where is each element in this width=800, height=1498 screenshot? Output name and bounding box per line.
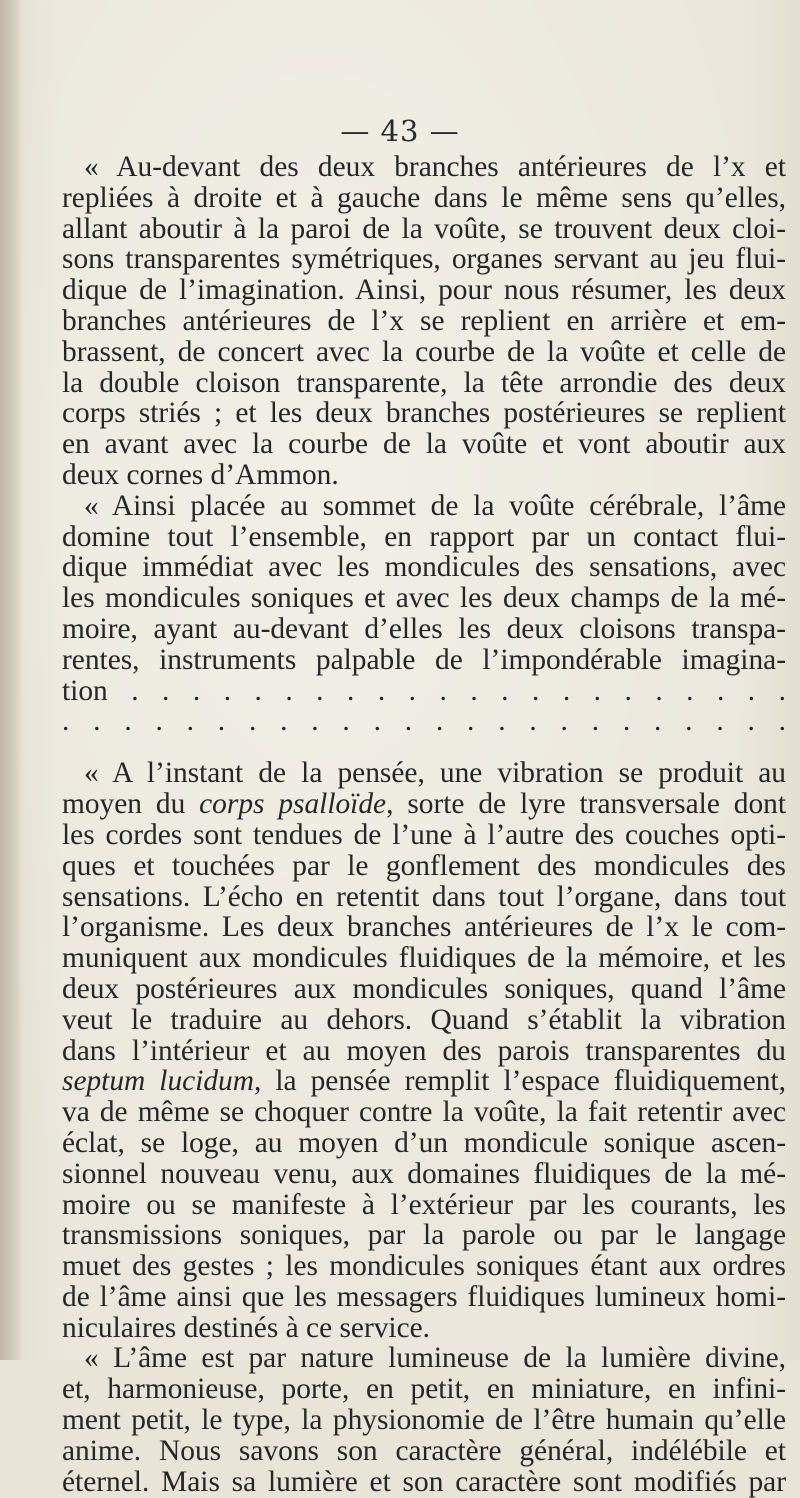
text-line: repliées à droite et à gauche dans le même sens qu’elles, bbox=[62, 181, 786, 214]
italic-term: , la pensée remplit l’espace fluidiquement, bbox=[253, 1065, 786, 1098]
text-line: deux cornes d’Ammon. bbox=[62, 458, 339, 491]
text-line: niculaires destinés à ce service. bbox=[62, 1311, 431, 1344]
text-line: « A l’instant de la pensée, une vibration se produit au bbox=[84, 757, 786, 790]
text-line: . . . . . . . . . . . . . . . . . . . . . . . . bbox=[62, 705, 786, 738]
text-segment: , sorte de lyre transversale dont bbox=[386, 788, 786, 821]
text-line: rentes, instruments palpable de l’impondérable imagina- bbox=[62, 643, 786, 676]
text-line: moire ou se manifeste à l’extérieur par les courants, les bbox=[62, 1188, 786, 1221]
text-line: ques et touchées par le gonflement des mondicules des bbox=[62, 849, 786, 882]
text-line: muniquent aux mondicules fluidiques de la mémoire, et les bbox=[62, 942, 786, 975]
body-text bbox=[62, 152, 786, 1497]
text-line: muet des gestes ; les mondicules soniques étant aux ordres bbox=[62, 1250, 786, 1283]
text-line: ment petit, le type, la physionomie de l’être humain qu’elle bbox=[62, 1404, 786, 1437]
text-line: « Ainsi placée au sommet de la voûte cérébrale, l’âme bbox=[84, 489, 786, 522]
text-line: en avant avec la courbe de la voûte et vont aboutir aux bbox=[62, 428, 786, 461]
text-line: l’organisme. Les deux branches antérieures de l’x le com- bbox=[62, 911, 786, 944]
text-line: et, harmonieuse, porte, en petit, en miniature, en infini- bbox=[62, 1373, 786, 1406]
text-line: « Au-devant des deux branches antérieures de l’x et bbox=[84, 151, 786, 183]
text-line: dique de l’imagination. Ainsi, pour nous résumer, les deux bbox=[62, 274, 786, 307]
text-line: dans l’intérieur et au moyen des parois transparentes du bbox=[62, 1034, 786, 1067]
text-line: éclat, se loge, au moyen d’un mondicule sonique ascen- bbox=[62, 1126, 786, 1159]
text-line: branches antérieures de l’x se replient en arrière et em- bbox=[62, 304, 786, 337]
text-line: sensations. L’écho en retentit dans tout l’organe, dans tout bbox=[62, 880, 786, 913]
text-line: les cordes sont tendues de l’une à l’autre des couches opti- bbox=[62, 818, 786, 851]
text-line bbox=[62, 1066, 786, 1097]
text-line: « L’âme est par nature lumineuse de la lumière divine, bbox=[84, 1342, 786, 1375]
text-line: domine tout l’ensemble, en rapport par un contact flui- bbox=[62, 520, 786, 553]
text-line: va de même se choquer contre la voûte, la fait retentir avec bbox=[62, 1096, 786, 1129]
page-number: — 43 — bbox=[340, 114, 460, 148]
text-line: éternel. Mais sa lumière et son caractère sont modifiés par bbox=[62, 1465, 786, 1498]
text-line: sons transparentes symétriques, organes servant au jeu flui- bbox=[62, 243, 786, 276]
text-line: les mondicules soniques et avec les deux champs de la mé- bbox=[62, 582, 786, 615]
text-line: corps striés ; et les deux branches postérieures se replient bbox=[62, 397, 786, 430]
text-line: de l’âme ainsi que les messagers fluidiques lumineux homi- bbox=[62, 1280, 786, 1313]
text-line: transmissions soniques, par la parole ou par le langage bbox=[62, 1219, 786, 1252]
binding-gutter bbox=[0, 0, 22, 1360]
text-line: moire, ayant au-devant d’elles les deux cloisons transpa- bbox=[62, 612, 786, 645]
italic-term: corps psalloïde bbox=[199, 788, 387, 821]
text-line: sionnel nouveau venu, aux domaines fluidiques de la mé- bbox=[62, 1157, 786, 1190]
text-line: anime. Nous savons son caractère général, indélébile et bbox=[62, 1434, 786, 1467]
text-line: veut le traduire au dehors. Quand s’établit la vibration bbox=[62, 1003, 786, 1036]
text-line: deux postérieures aux mondicules soniques, quand l’âme bbox=[62, 972, 786, 1005]
text-line: la double cloison transparente, la tête arrondie des deux bbox=[62, 366, 786, 399]
text-segment: septum lucidum bbox=[62, 1065, 254, 1098]
text-line bbox=[62, 789, 786, 820]
text-line: tion . . . . . . . . . . . . . . . . . . . . . . bbox=[62, 674, 786, 707]
text-segment: moyen du bbox=[62, 788, 200, 821]
text-line: brassent, de concert avec la courbe de la voûte et celle de bbox=[62, 335, 786, 368]
text-line: dique immédiat avec les mondicules des sensations, avec bbox=[62, 551, 786, 584]
text-line: allant aboutir à la paroi de la voûte, se trouvent deux cloi- bbox=[62, 212, 786, 245]
